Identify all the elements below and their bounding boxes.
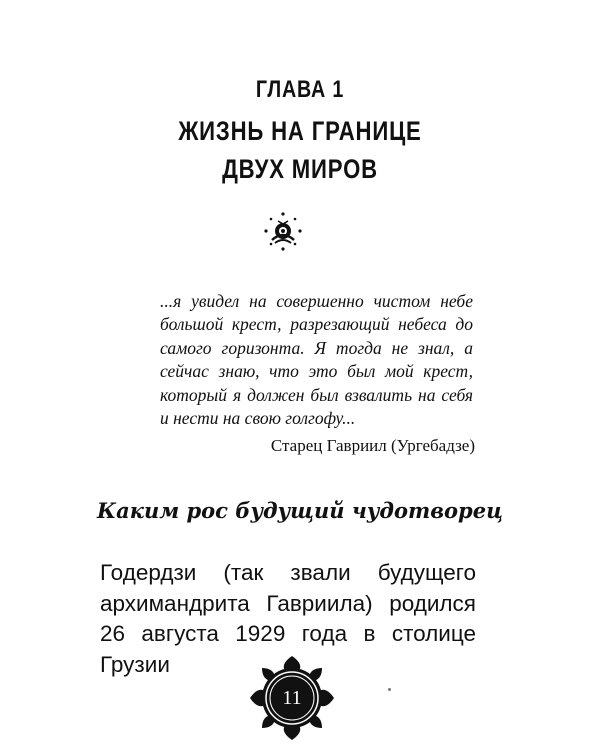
floral-ornament-icon (258, 206, 308, 256)
epigraph-author: Старец Гавриил (Ургебадзе) (270, 436, 475, 455)
section-heading: Каким рос будущий чудотворец (97, 498, 503, 523)
chapter-number: ГЛАВА 1 (255, 76, 345, 103)
chapter-title (54, 112, 546, 188)
chapter-title-line-1: ЖИЗНЬ НА ГРАНИЦЕ (178, 116, 422, 146)
body-paragraph: Годердзи (так звали будущего архимандрита Гавриила) родился 26 августа 1929 года в столице Грузии (100, 560, 476, 677)
chapter-title-line-2: ДВУХ МИРОВ (222, 154, 378, 184)
print-speck (388, 688, 391, 691)
page-number: 11 (282, 687, 302, 709)
epigraph-quote: ...я увидел на совершенно чистом небе большой крест, разрезающий небеса до самого горизонта. Я тогда не знал, а сейчас знаю, что это был мой крест, который я должен был взвалить на себя и нести на свою голгофу... (160, 291, 473, 429)
